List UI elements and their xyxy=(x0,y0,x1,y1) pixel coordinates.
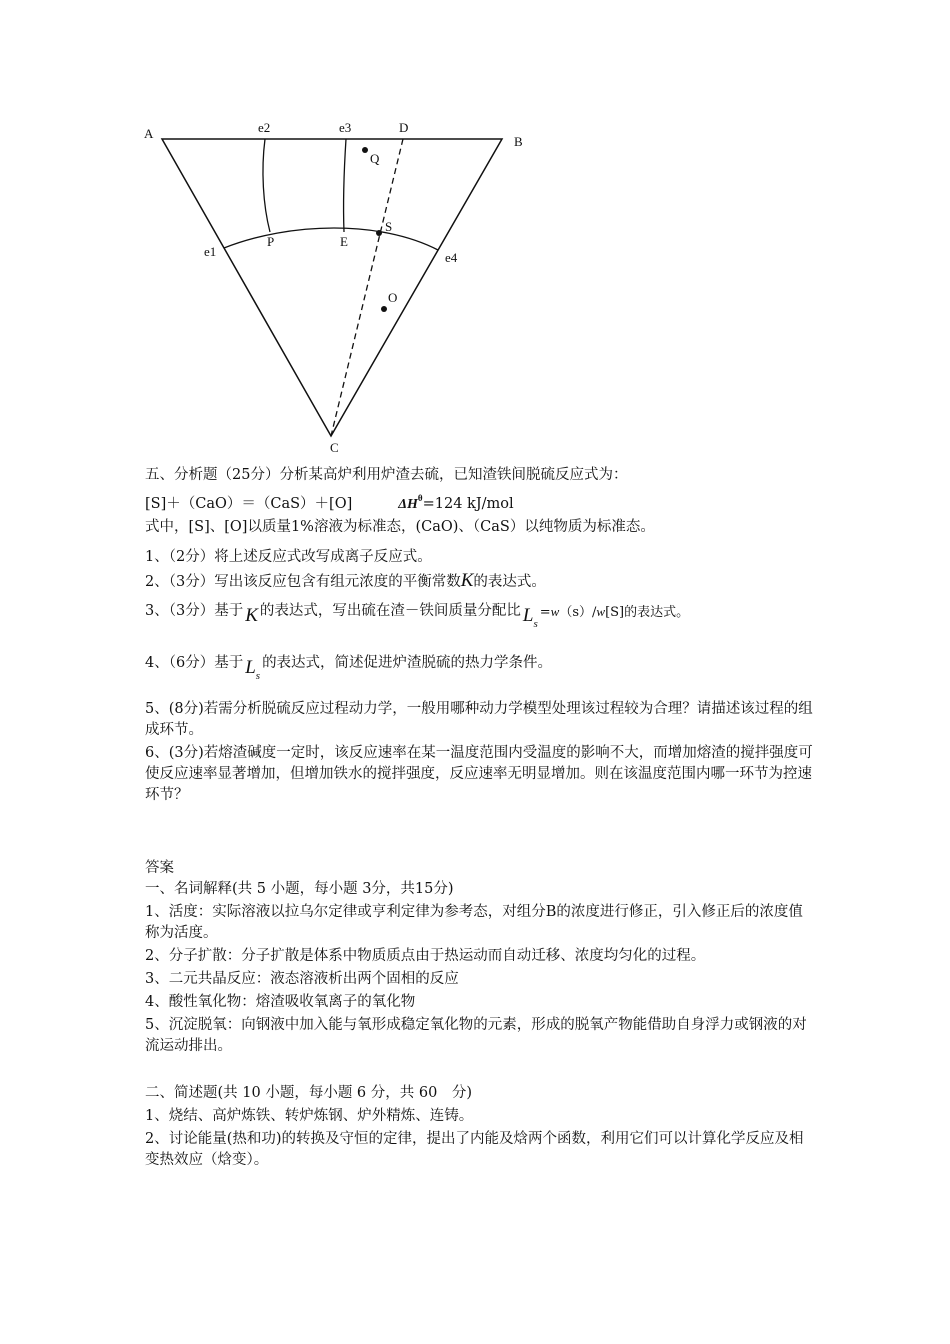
question-1: 1、（2分）将上述反应式改写成离子反应式。 xyxy=(145,549,432,565)
answer-item: 2、分子扩散：分子扩散是体系中物质质点由于热运动而自动迁移、浓度均匀化的过程。 xyxy=(145,948,706,964)
question-6: 6、(3分)若熔渣碱度一定时，该反应速率在某一温度范围内受温度的影响不大，而增加熔渣的搅拌强度可使反应速率显著增加，但增加铁水的搅拌强度，反应速率无明显增加。则在该温度范围内哪一环节为控速环节？ xyxy=(145,745,813,803)
answers-part1-heading: 一、名词解释(共 5 小题，每小题 3分，共15分) xyxy=(145,881,454,897)
answer-item: 4、酸性氧化物：熔渣吸收氧离子的氧化物 xyxy=(145,994,416,1010)
label-e1: e1 xyxy=(204,244,217,259)
k-symbol: K xyxy=(460,570,474,591)
label-d: D xyxy=(399,120,409,135)
answers-part2-heading: 二、简述题(共 10 小题，每小题 6 分，共 60 分) xyxy=(145,1085,472,1101)
label-p: P xyxy=(267,234,275,249)
answers-title: 答案 xyxy=(145,860,174,876)
label-e3: e3 xyxy=(339,120,352,135)
question-3: 3、（3分）基于 K 的表达式，写出硫在渣－铁间质量分配比 $L_s$ =w（s）/w[S]的表达式。 xyxy=(145,603,690,630)
answer-item: 3、二元共晶反应：液态溶液析出两个固相的反应 xyxy=(145,971,459,987)
ls-symbol: $L_s$ xyxy=(245,657,261,682)
label-q: Q xyxy=(370,151,380,166)
document-body xyxy=(145,465,815,1171)
answer-item: 1、烧结、高炉炼铁、转炉炼钢、炉外精炼、连铸。 xyxy=(145,1108,474,1124)
label-e4: e4 xyxy=(445,250,458,265)
enthalpy-symbol: $\Delta H^\theta$ xyxy=(398,493,423,512)
point-s xyxy=(376,230,382,236)
reaction-equation: [S]＋（CaO）＝（CaS）＋[O] xyxy=(145,496,353,512)
label-s: S xyxy=(385,219,393,234)
label-c: C xyxy=(330,440,339,455)
ls-symbol: $L_s$ xyxy=(522,605,538,630)
section5-heading: 五、分析题（25分）分析某高炉利用炉渣去硫，已知渣铁间脱硫反应式为： xyxy=(145,467,628,483)
answer-item: 5、沉淀脱氧：向钢液中加入能与氧形成稳定氧化物的元素，形成的脱氧产物能借助自身浮力或钢液的对流运动排出。 xyxy=(145,1017,807,1054)
answer-item: 2、讨论能量(热和功)的转换及守恒的定律，提出了内能及焓两个函数，利用它们可以计算化学反应及相变热效应（焓变）。 xyxy=(145,1131,804,1168)
label-e: E xyxy=(340,234,348,249)
k-symbol: K xyxy=(245,605,258,626)
point-q xyxy=(362,147,368,153)
label-b: B xyxy=(514,134,523,149)
enthalpy-value: =124 kJ/mol xyxy=(422,496,514,512)
dashed-line-dc xyxy=(331,139,403,436)
point-o xyxy=(381,306,387,312)
answer-item: 1、活度：实际溶液以拉乌尔定律或亨利定律为参考态，对组分B的浓度进行修正，引入修正后的浓度值称为活度。 xyxy=(145,904,803,941)
label-o: O xyxy=(388,290,398,305)
label-a: A xyxy=(144,126,154,141)
ternary-phase-diagram xyxy=(120,100,560,460)
triangle-outline xyxy=(162,139,502,436)
question-4: 4、（6分）基于 $L_s$ 的表达式，简述促进炉渣脱硫的热力学条件。 xyxy=(145,655,553,682)
reaction-line xyxy=(145,488,815,515)
boundary-line-e2 xyxy=(263,139,270,232)
label-e2: e2 xyxy=(258,120,271,135)
boundary-line-e3 xyxy=(344,139,346,232)
standard-state-note: 式中，[S]、[O]以质量1%溶液为标准态，(CaO)、（CaS）以纯物质为标准态。 xyxy=(145,519,655,535)
boundary-curve-e1-e4 xyxy=(224,228,438,250)
question-5: 5、(8分)若需分析脱硫反应过程动力学，一般用哪种动力学模型处理该过程较为合理？请描述该过程的组成环节。 xyxy=(145,701,813,738)
question-2: 2、（3分）写出该反应包含有组元浓度的平衡常数K的表达式。 xyxy=(145,570,546,591)
